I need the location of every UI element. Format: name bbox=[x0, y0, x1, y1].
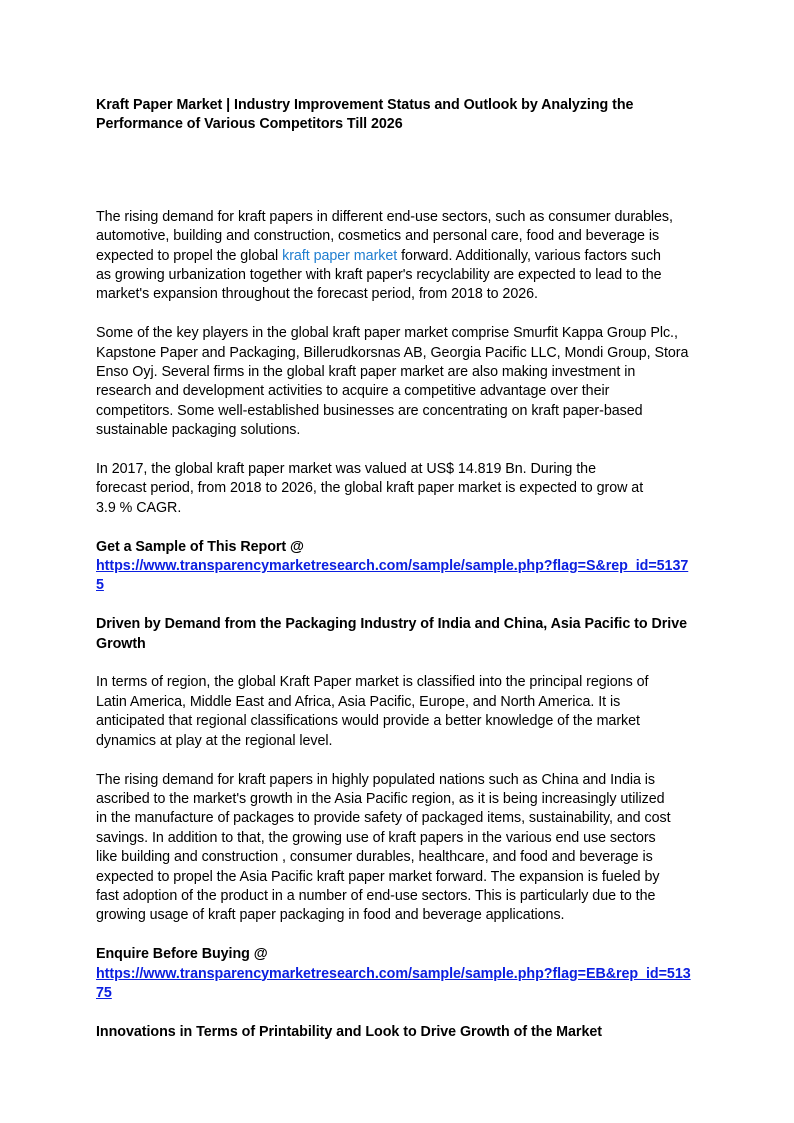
document-title bbox=[96, 96, 698, 135]
text-line: growing usage of kraft paper packaging in food and beverage applications. bbox=[96, 907, 565, 924]
title-line: Kraft Paper Market | Industry Improvement Status and Outlook by Analyzing the bbox=[96, 97, 634, 113]
text-line: 3.9 % CAGR. bbox=[96, 499, 182, 516]
kraft-paper-market-link[interactable]: kraft paper market bbox=[282, 247, 398, 264]
enquire-label: Enquire Before Buying @ bbox=[96, 946, 268, 963]
sample-report-link[interactable] bbox=[96, 557, 698, 596]
heading-line: Driven by Demand from the Packaging Industry of India and China, Asia Pacific to Drive bbox=[96, 616, 688, 633]
text-line: sustainable packaging solutions. bbox=[96, 422, 301, 439]
text-line bbox=[96, 247, 698, 266]
sample-label: Get a Sample of This Report @ bbox=[96, 538, 304, 555]
text-line: fast adoption of the product in a number of end-use sectors. This is particularly due to the bbox=[96, 887, 656, 904]
intro-paragraph bbox=[96, 208, 698, 305]
text-line: in the manufacture of packages to provide safety of packaged items, sustainability, and cost bbox=[96, 810, 671, 827]
text-line: Some of the key players in the global kraft paper market comprise Smurfit Kappa Group Plc., bbox=[96, 325, 678, 342]
heading-line: Innovations in Terms of Printability and Look to Drive Growth of the Market bbox=[96, 1023, 602, 1040]
text-line: competitors. Some well-established businesses are concentrating on kraft paper-based bbox=[96, 402, 643, 419]
key-players-paragraph bbox=[96, 324, 698, 440]
text-line: In terms of region, the global Kraft Paper market is classified into the principal regions of bbox=[96, 674, 649, 691]
title-line: Performance of Various Competitors Till 2026 bbox=[96, 116, 403, 133]
section-heading-asia-pacific bbox=[96, 615, 698, 654]
heading-line: Growth bbox=[96, 635, 146, 652]
text-line: ascribed to the market's growth in the Asia Pacific region, as it is being increasingly utilized bbox=[96, 790, 665, 807]
text-segment: expected to propel the global bbox=[96, 247, 283, 264]
text-line: dynamics at play at the regional level. bbox=[96, 732, 333, 749]
text-line: market's expansion throughout the forecast period, from 2018 to 2026. bbox=[96, 286, 538, 303]
text-line: The rising demand for kraft papers in different end-use sectors, such as consumer durables, bbox=[96, 208, 673, 225]
enquire-link[interactable] bbox=[96, 965, 698, 1004]
url-line: https://www.transparencymarketresearch.com/sample/sample.php?flag=S&rep_id=5137 bbox=[96, 558, 689, 575]
text-line: like building and construction , consumer durables, healthcare, and food and beverage is bbox=[96, 849, 653, 866]
url-line: 75 bbox=[96, 984, 112, 1001]
market-value-paragraph bbox=[96, 460, 698, 518]
text-line: savings. In addition to that, the growing use of kraft papers in the various end use sectors bbox=[96, 829, 656, 846]
asia-pacific-paragraph bbox=[96, 771, 698, 926]
text-line: In 2017, the global kraft paper market was valued at US$ 14.819 Bn. During the bbox=[96, 461, 596, 478]
text-line: as growing urbanization together with kraft paper's recyclability are expected to lead to the bbox=[96, 267, 662, 284]
text-line: Kapstone Paper and Packaging, Billerudkorsnas AB, Georgia Pacific LLC, Mondi Group, Stora bbox=[96, 344, 689, 361]
text-line: expected to propel the Asia Pacific kraft paper market forward. The expansion is fueled by bbox=[96, 868, 660, 885]
sample-section bbox=[96, 538, 698, 596]
document-page bbox=[96, 96, 698, 1042]
text-line: research and development activities to acquire a competitive advantage over their bbox=[96, 383, 610, 400]
regions-paragraph bbox=[96, 673, 698, 751]
text-line: Enso Oyj. Several firms in the global kraft paper market are also making investment in bbox=[96, 364, 636, 381]
enquire-section bbox=[96, 945, 698, 1003]
text-line: automotive, building and construction, cosmetics and personal care, food and beverage is bbox=[96, 228, 660, 245]
url-line: 5 bbox=[96, 577, 104, 594]
url-line: https://www.transparencymarketresearch.com/sample/sample.php?flag=EB&rep_id=513 bbox=[96, 965, 691, 982]
text-segment: forward. Additionally, various factors such bbox=[397, 247, 661, 264]
text-line: anticipated that regional classifications would provide a better knowledge of the market bbox=[96, 713, 640, 730]
section-heading-innovations bbox=[96, 1023, 698, 1042]
text-line: Latin America, Middle East and Africa, Asia Pacific, Europe, and North America. It is bbox=[96, 693, 621, 710]
text-line: The rising demand for kraft papers in highly populated nations such as China and India is bbox=[96, 771, 656, 788]
text-line: forecast period, from 2018 to 2026, the global kraft paper market is expected to grow at bbox=[96, 480, 644, 497]
